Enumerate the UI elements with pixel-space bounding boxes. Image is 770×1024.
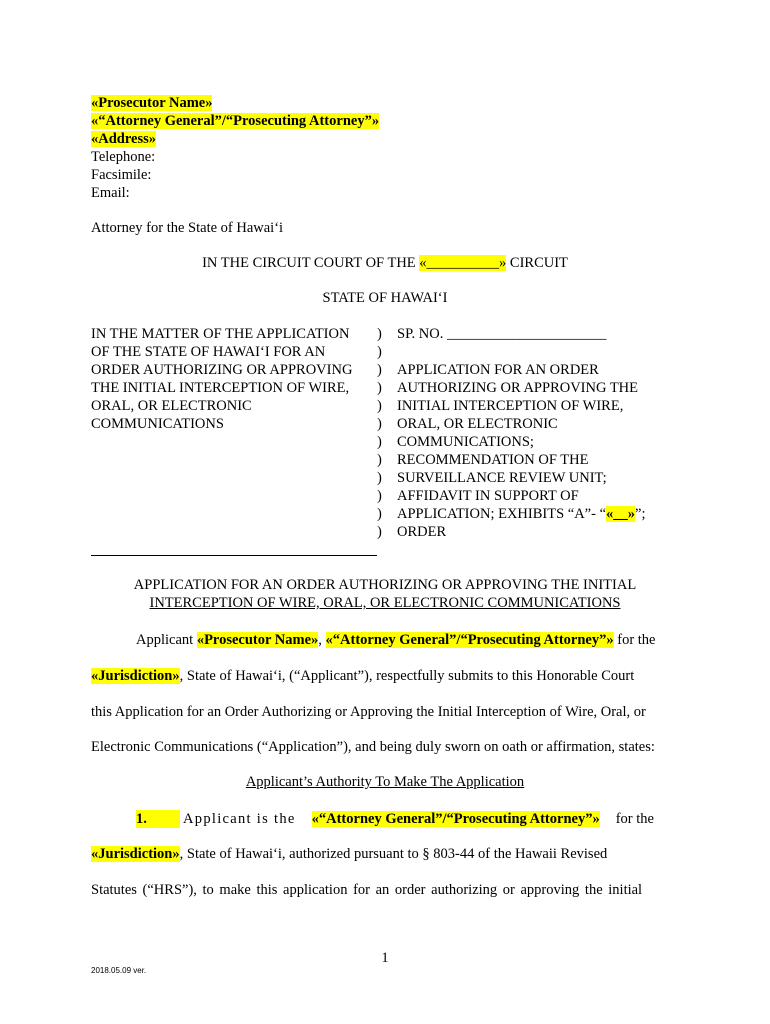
page-number: 1 <box>381 950 389 966</box>
email-label: Email: <box>91 185 130 201</box>
paren: ) <box>377 398 382 414</box>
paren: ) <box>377 470 382 486</box>
document-title <box>0 576 770 612</box>
caption-left-line: ORAL, OR ELECTRONIC <box>91 398 252 414</box>
facsimile-label: Facsimile: <box>91 167 152 183</box>
court-suffix: CIRCUIT <box>506 255 568 271</box>
caption-right-line: SURVEILLANCE REVIEW UNIT; <box>397 470 607 486</box>
address-highlight: «Address» <box>91 131 156 147</box>
p2-line2-rest: , State of Hawai‘i, authorized pursuant to § 803-44 of the Hawaii Revised <box>179 846 608 862</box>
caption-left-line: ORDER AUTHORIZING OR APPROVING <box>91 362 353 378</box>
paren: ) <box>377 488 382 504</box>
caption-right <box>397 325 645 541</box>
p1-line2-rest: , State of Hawai‘i, (“Applicant”), respectfully submits to this Honorable Court <box>179 668 635 684</box>
caption-left-line: IN THE MATTER OF THE APPLICATION <box>91 326 350 342</box>
paragraph-1-line-2 <box>91 667 679 685</box>
caption-right-line: AFFIDAVIT IN SUPPORT OF <box>397 488 579 504</box>
caption-right-line: COMMUNICATIONS; <box>397 434 534 450</box>
telephone-label: Telephone: <box>91 149 156 165</box>
attorney-general-field <box>91 112 379 130</box>
court-heading <box>0 255 770 272</box>
sp-no-line: SP. NO. ______________________ <box>397 326 607 342</box>
title-line-1: APPLICATION FOR AN ORDER AUTHORIZING OR APPROVING THE INITIAL <box>133 577 637 593</box>
paren: ) <box>377 506 382 522</box>
p1-comma: , <box>318 632 326 648</box>
paren: ) <box>377 344 382 360</box>
paragraph-1-line-3: this Application for an Order Authorizing or Approving the Initial Interception of Wire, Oral, or <box>91 704 646 720</box>
exhibits-suffix: ”; <box>635 506 646 522</box>
paragraph-2-line-3: Statutes (“HRS”), to make this application for an order authorizing or approving the initial <box>91 882 643 898</box>
exhibits-prefix: APPLICATION; EXHIBITS “A”- “ <box>397 506 607 522</box>
p1-prosecutor-name: «Prosecutor Name» <box>196 632 319 648</box>
exhibits-field: «__» <box>606 506 636 522</box>
paragraph-2-line-1 <box>91 810 679 828</box>
exhibits-line <box>397 505 645 523</box>
p1-jurisdiction: «Jurisdiction» <box>91 668 180 684</box>
caption-parens <box>377 325 382 541</box>
p1-applicant: Applicant <box>136 632 197 648</box>
paren: ) <box>377 416 382 432</box>
paren: ) <box>377 524 382 540</box>
caption-right-line: ORAL, OR ELECTRONIC <box>397 416 558 432</box>
paragraph-2-line-2 <box>91 845 679 863</box>
address-field <box>91 130 156 148</box>
paren: ) <box>377 326 382 342</box>
attorney-general-highlight: «“Attorney General”/“Prosecuting Attorney”» <box>91 113 380 129</box>
caption-left <box>91 325 381 433</box>
p1-attorney-general: «“Attorney General”/“Prosecuting Attorney”» <box>325 632 614 648</box>
paren: ) <box>377 362 382 378</box>
prosecutor-name-highlight: «Prosecutor Name» <box>91 95 213 111</box>
paren: ) <box>377 452 382 468</box>
p2-forthe: for the <box>615 811 654 827</box>
caption-right-line: RECOMMENDATION OF THE <box>397 452 589 468</box>
paragraph-1-line-4: Electronic Communications (“Application”), and being duly sworn on oath or affirmation, states: <box>91 739 655 755</box>
title-line-2: INTERCEPTION OF WIRE, ORAL, OR ELECTRONIC COMMUNICATIONS <box>149 595 621 611</box>
caption-left-line: THE INITIAL INTERCEPTION OF WIRE, <box>91 380 350 396</box>
p2-attorney-general: «“Attorney General”/“Prosecuting Attorney”» <box>311 811 600 827</box>
state-heading: STATE OF HAWAI‘I <box>322 290 448 306</box>
caption-right-line: INITIAL INTERCEPTION OF WIRE, <box>397 398 624 414</box>
order-line: ORDER <box>397 524 447 540</box>
circuit-field: «__________» <box>419 255 507 271</box>
p1-forthe: for the <box>613 632 656 648</box>
caption-left-line: COMMUNICATIONS <box>91 416 224 432</box>
section-heading: Applicant’s Authority To Make The Application <box>245 774 525 790</box>
p2-applicant: Applicant is the <box>183 811 296 827</box>
caption-right-line: AUTHORIZING OR APPROVING THE <box>397 380 638 396</box>
attorney-for-label: Attorney for the State of Hawai‘i <box>91 220 284 236</box>
version-label: 2018.05.09 ver. <box>91 966 147 975</box>
prosecutor-name-field <box>91 94 212 112</box>
blank-line <box>397 343 645 361</box>
court-prefix: IN THE CIRCUIT COURT OF THE <box>202 255 420 271</box>
paren: ) <box>377 380 382 396</box>
caption-underline <box>91 555 377 556</box>
paragraph-1-line-1 <box>91 631 679 649</box>
p2-jurisdiction: «Jurisdiction» <box>91 846 180 862</box>
caption-left-line: OF THE STATE OF HAWAI‘I FOR AN <box>91 344 326 360</box>
paren: ) <box>377 434 382 450</box>
p2-number: 1. <box>136 810 180 828</box>
caption-right-line: APPLICATION FOR AN ORDER <box>397 362 599 378</box>
